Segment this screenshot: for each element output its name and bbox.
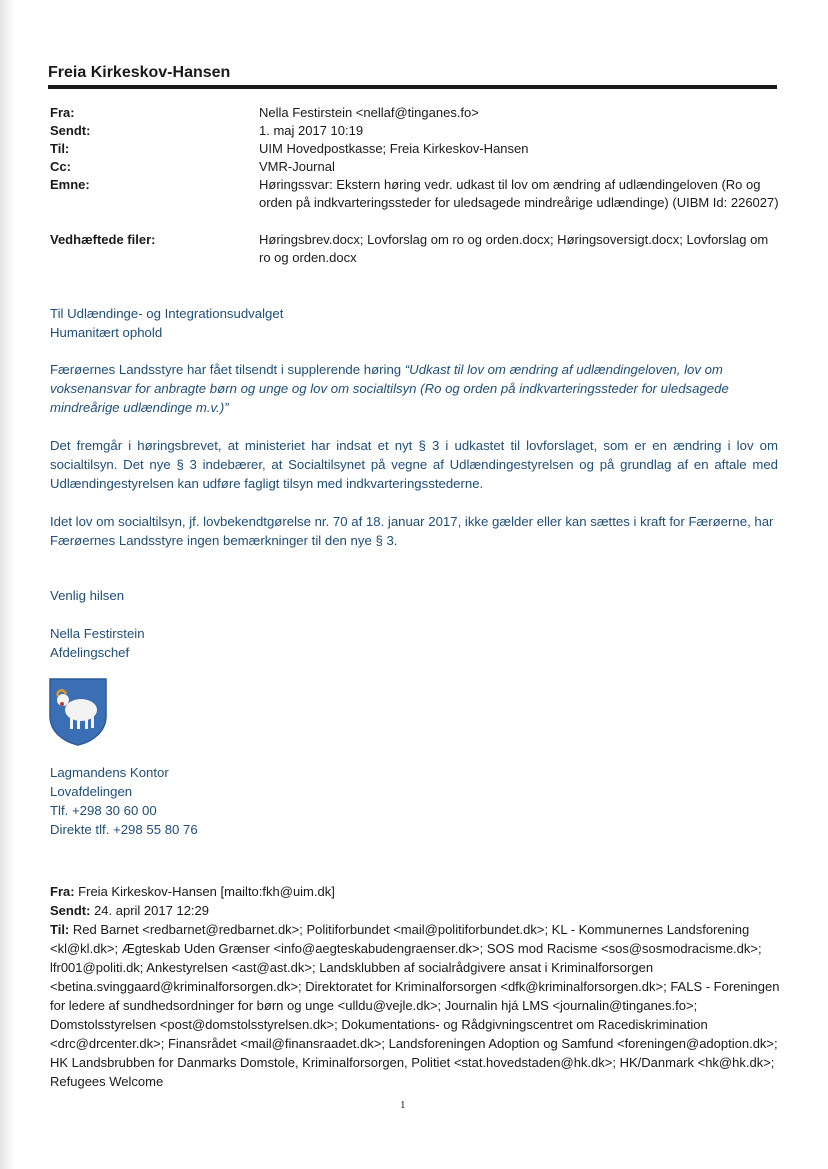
recipient-block: [50, 304, 778, 342]
header-rule: [48, 85, 777, 89]
signature-block: [50, 624, 778, 662]
to-value[interactable]: UIM Hovedpostkasse; Freia Kirkeskov-Hansen: [259, 141, 529, 156]
sent-label: Sendt:: [50, 123, 91, 138]
fwd-from-label: Fra:: [50, 884, 75, 899]
fwd-to-value[interactable]: Red Barnet <redbarnet@redbarnet.dk>; Politiforbundet <mail@politiforbundet.dk>; KL - Kommunernes Landsforening <kl@kl.dk>; Ægteskab Uden Grænser <info@aegteskabudengraenser.dk>; SOS mod Racisme <sos@sosmodracisme.dk>; lfr001@politi.dk; Ankestyrelsen <ast@ast.dk>; Landsklubben af socialrådgivere ansat i Kriminalforsorgen <betina.svinggaard@kriminalforsorgen.dk>; Direktoratet for Kriminalforsorgen <dfk@kriminalforsorgen.dk>; FALS - Foreningen for ledere af sundhedsordninger for børn og unge <ulldu@vejle.dk>; Journalin hjá LMS <journalin@tinganes.fo>; Domstolsstyrelsen <post@domstolsstyrelsen.dk>; Dokumentations- og Rådgivningscentret om Racediskrimination <drc@drcenter.dk>; Finansrådet <mail@finansraadet.dk>; Landsforeningen Adoption og Samfund <foreningen@adoption.dk>; HK Landsbrubben for Danmarks Domstole, Kriminalforsorgen, Politiet <stat.hovedstaden@hk.dk>; HK/Danmark <hk@hk.dk>; Refugees Welcome: [50, 922, 780, 1089]
body-paragraph-2: Det fremgår i høringsbrevet, at ministeriet har indsat et nyt § 3 i udkastet til lovforslaget, som er en ændring i lov om socialtilsyn. Det nye § 3 indebærer, at Socialtilsynet på vegne af Udlændingestyrelsen og på grundlag af en aftale med Udlændingestyrelsen kan udføre fagligt tilsyn med indkvarteringsstederne.: [50, 438, 778, 491]
fwd-from-value[interactable]: Freia Kirkeskov-Hansen [mailto:fkh@uim.dk]: [74, 884, 335, 899]
office-name: Lagmandens Kontor: [50, 765, 169, 780]
signer-title: Afdelingschef: [50, 645, 130, 660]
attachments-value[interactable]: Høringsbrev.docx; Lovforslag om ro og orden.docx; Høringsoversigt.docx; Lovforslag om ro og orden.docx: [259, 232, 769, 265]
subject-label: Emne:: [50, 177, 90, 192]
cc-label: Cc:: [50, 159, 71, 174]
faroe-ram-crest-icon: [48, 676, 108, 746]
to-label: Til:: [50, 141, 70, 156]
forwarded-header: [50, 882, 790, 1091]
signer-name: Nella Festirstein: [50, 626, 145, 641]
office-block: [50, 763, 778, 839]
fwd-from-line: [50, 882, 790, 901]
sent-value: 1. maj 2017 10:19: [259, 123, 364, 138]
fwd-to-label: Til:: [50, 922, 70, 937]
attachments-label: Vedhæftede filer:: [50, 232, 156, 247]
page-number: 1: [400, 1099, 406, 1111]
from-label: Fra:: [50, 105, 75, 120]
fwd-sent-value: 24. april 2017 12:29: [90, 903, 209, 918]
office-department: Lovafdelingen: [50, 784, 133, 799]
body-paragraph-1: [50, 360, 778, 417]
sender-name: Freia Kirkeskov-Hansen: [48, 64, 231, 81]
office-phone: Tlf. +298 30 60 00: [50, 803, 157, 818]
body-paragraph-3: Idet lov om socialtilsyn, jf. lovbekendtgørelse nr. 70 af 18. januar 2017, ikke gælder eller kan sættes i kraft for Færøerne, har Færøernes Landsstyre ingen bemærkninger til den nye § 3.: [50, 514, 774, 548]
para1-quote: “Udkast til lov om ændring af udlændingeloven, lov om voksenansvar for anbragte børn og unge og lov om socialtilsyn (Ro og orden på indkvarteringssteder for uledsagede mindreårige udlændinge m.v.)”: [50, 362, 729, 415]
closing-greeting: Venlig hilsen: [50, 588, 125, 603]
recipient-line-topic: Humanitært ophold: [50, 325, 163, 340]
cc-value[interactable]: VMR-Journal: [259, 159, 335, 174]
fwd-to-line: [50, 920, 790, 1091]
fwd-sent-line: [50, 901, 790, 920]
scan-edge: [0, 0, 16, 1169]
recipient-line-committee: Til Udlændinge- og Integrationsudvalget: [50, 306, 284, 321]
para1-text: Færøernes Landsstyre har fået tilsendt i supplerende høring: [50, 362, 405, 377]
from-value[interactable]: Nella Festirstein <nellaf@tinganes.fo>: [259, 105, 479, 120]
fwd-sent-label: Sendt:: [50, 903, 91, 918]
subject-value: Høringssvar: Ekstern høring vedr. udkast til lov om ændring af udlændingeloven (Ro og orden på indkvarteringssteder for uledsagede mindreårige udlændinge) (UIBM Id: 226027): [259, 177, 779, 210]
office-direct-phone: Direkte tlf. +298 55 80 76: [50, 822, 198, 837]
